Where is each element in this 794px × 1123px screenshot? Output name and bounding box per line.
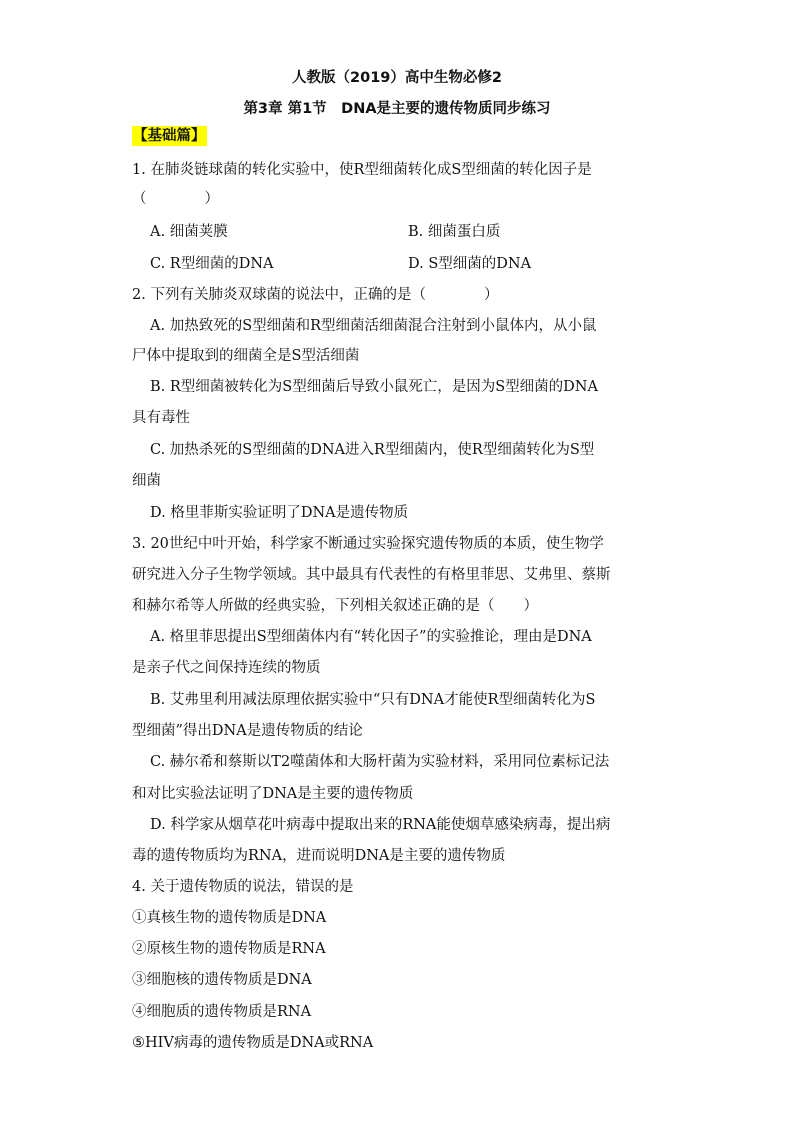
q1-option-b: B. 细菌蛋白质 — [408, 224, 501, 240]
q1-stem: 1. 在肺炎链球菌的转化实验中，使R型细菌转化成S型细菌的转化因子是 — [132, 162, 592, 178]
q2-option-d: D. 格里菲斯实验证明了DNA是遗传物质 — [150, 505, 409, 521]
q1-option-d: D. S型细菌的DNA — [408, 256, 532, 272]
q4-item-5: ⑤HIV病毒的遗传物质是DNA或RNA — [132, 1035, 374, 1051]
q4-stem: 4. 关于遗传物质的说法，错误的是 — [132, 879, 354, 895]
q3-stem: 3. 20世纪中叶开始，科学家不断通过实验探究遗传物质的本质，使生物学 — [132, 536, 604, 552]
q3-option-b: B. 艾弗里利用减法原理依据实验中“只有DNA才能使R型细菌转化为S — [150, 692, 596, 708]
q4-item-2: ②原核生物的遗传物质是RNA — [132, 941, 326, 957]
q3-option-a: A. 格里菲思提出S型细菌体内有“转化因子”的实验推论，理由是DNA — [150, 629, 592, 645]
document-subtitle: 第3章 第1节 DNA是主要的遗传物质同步练习 — [243, 101, 551, 117]
q2-option-b-cont: 具有毒性 — [132, 410, 190, 426]
q2-option-a: A. 加热致死的S型细菌和R型细菌活细菌混合注射到小鼠体内，从小鼠 — [150, 318, 597, 334]
q3-option-d-cont: 毒的遗传物质均为RNA，进而说明DNA是主要的遗传物质 — [132, 848, 506, 864]
q2-option-c-cont: 细菌 — [132, 473, 161, 489]
section-label: 【基础篇】 — [133, 128, 206, 144]
q2-stem: 2. 下列有关肺炎双球菌的说法中，正确的是（ ） — [132, 287, 499, 303]
q3-option-d: D. 科学家从烟草花叶病毒中提取出来的RNA能使烟草感染病毒，提出病 — [150, 817, 611, 833]
q3-stem-cont-1: 研究进入分子生物学领域。其中最具有代表性的有格里菲思、艾弗里、蔡斯 — [132, 567, 611, 583]
q3-option-c-cont: 和对比实验法证明了DNA是主要的遗传物质 — [132, 786, 414, 802]
q4-item-1: ①真核生物的遗传物质是DNA — [132, 910, 327, 926]
q1-option-a: A. 细菌荚膜 — [150, 224, 228, 240]
q2-option-c: C. 加热杀死的S型细菌的DNA进入R型细菌内，使R型细菌转化为S型 — [150, 442, 595, 458]
q1-answer-blank: （ ） — [132, 191, 219, 207]
q4-item-3: ③细胞核的遗传物质是DNA — [132, 972, 312, 988]
q2-option-b: B. R型细菌被转化为S型细菌后导致小鼠死亡，是因为S型细菌的DNA — [150, 379, 598, 395]
q3-option-b-cont: 型细菌”得出DNA是遗传物质的结论 — [132, 723, 363, 739]
q3-option-a-cont: 是亲子代之间保持连续的物质 — [132, 660, 321, 676]
q2-option-a-cont: 尸体中提取到的细菌全是S型活细菌 — [132, 348, 360, 364]
q4-item-4: ④细胞质的遗传物质是RNA — [132, 1004, 312, 1020]
q1-option-c: C. R型细菌的DNA — [150, 256, 274, 272]
q3-option-c: C. 赫尔希和蔡斯以T2噬菌体和大肠杆菌为实验材料，采用同位素标记法 — [150, 754, 610, 770]
document-title: 人教版（2019）高中生物必修2 — [292, 70, 502, 86]
q3-stem-cont-2: 和赫尔希等人所做的经典实验，下列相关叙述正确的是（ ） — [132, 598, 538, 614]
